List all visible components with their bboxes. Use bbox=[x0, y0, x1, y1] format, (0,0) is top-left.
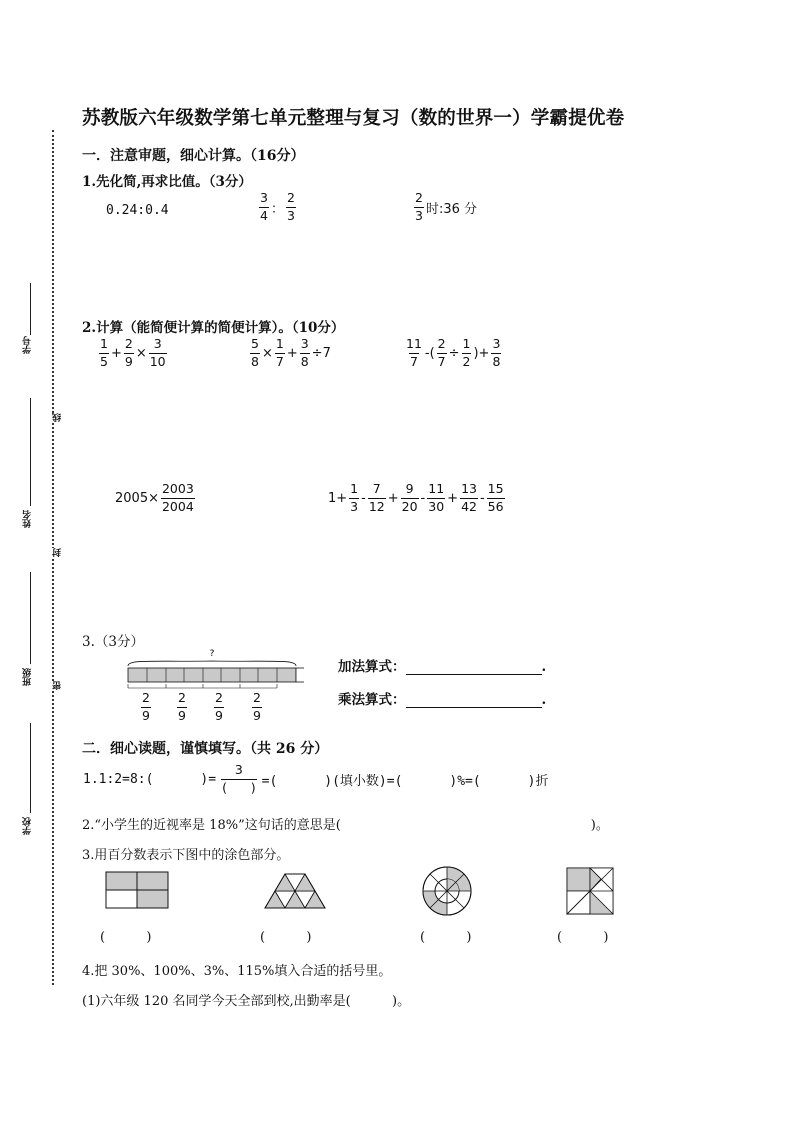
q3-frac-1: $\frac{2}{9}$ bbox=[142, 690, 150, 723]
s2-q1: 1.1:2=8:( )= $\frac{3}{( )}$ =( )(填小数)=( )%=( )折 bbox=[83, 762, 549, 795]
q3-question-mark: ? bbox=[209, 649, 215, 659]
shape-tangram bbox=[565, 866, 617, 916]
student-number-blank bbox=[30, 283, 31, 335]
q3-mul-blank[interactable] bbox=[406, 693, 542, 708]
school-label: 学校 bbox=[23, 817, 33, 835]
s2-q2: 2.“小学生的近视率是 18%”这句话的意思是( )。 bbox=[82, 818, 609, 833]
name-blank bbox=[30, 398, 31, 506]
student-number-label: 学号 bbox=[23, 336, 33, 354]
q1b-ratio: $\frac{3}{4}$ ： $\frac{2}{3}$ bbox=[260, 190, 295, 223]
binding-dotted-line bbox=[52, 130, 54, 985]
q3-frac-2: $\frac{2}{9}$ bbox=[178, 690, 186, 723]
binding-mark-secret: 密 bbox=[53, 681, 63, 690]
school-blank bbox=[30, 723, 31, 813]
q3-add-label: 加法算式： bbox=[338, 659, 406, 675]
page-title: 苏教版六年级数学第七单元整理与复习（数的世界一）学霸提优卷 bbox=[82, 108, 625, 129]
q1-label: 1.先化简,再求比值。（3分） bbox=[82, 174, 252, 190]
q2-expr4: 2005× $\frac{2003}{2004}$ bbox=[115, 481, 194, 514]
q2-label: 2.计算（能简便计算的简便计算）。（10分） bbox=[82, 320, 345, 336]
s2-q3-label: 3.用百分数表示下图中的涂色部分。 bbox=[82, 848, 290, 863]
q3-frac-3: $\frac{2}{9}$ bbox=[215, 690, 223, 723]
q1a-ratio: 0.24:0.4 bbox=[106, 203, 169, 218]
q3-add-row: 加法算式： . bbox=[338, 659, 547, 675]
q2-expr3: $\frac{11}{7}$ -( $\frac{2}{7}$ ÷ $\frac{1}{2}$ )+ $\frac{3}{8}$ bbox=[406, 336, 501, 369]
q2-expr2: $\frac{5}{8}$ × $\frac{1}{7}$ + $\frac{3}{8}$ ÷7 bbox=[251, 336, 331, 369]
name-label: 姓名 bbox=[23, 510, 33, 528]
s2-q4-sub1: (1)六年级 120 名同学今天全部到校,出勤率是( )。 bbox=[82, 994, 411, 1009]
shape-rectangle bbox=[104, 870, 172, 912]
q3-add-blank[interactable] bbox=[406, 660, 542, 675]
shape-circle bbox=[420, 864, 474, 918]
q1c-ratio: $\frac{2}{3}$ 时:36 分 bbox=[415, 190, 478, 223]
q3-mul-row: 乘法算式： . bbox=[338, 692, 547, 708]
section2-heading: 二．细心读题，谨慎填写。（共 26 分） bbox=[82, 741, 329, 757]
q2-expr5: 1+ $\frac{1}{3}$ - $\frac{7}{12}$ + $\frac{9}{20}$ - $\frac{11}{30}$ + $\frac{13}{42}$ - $\frac{15}{56}$ bbox=[328, 481, 504, 514]
q3-label: 3.（3分） bbox=[82, 634, 144, 650]
binding-mark-seal: 封 bbox=[53, 548, 63, 557]
class-label: 班级 bbox=[23, 668, 33, 686]
section1-heading: 一．注意审题，细心计算。（16分） bbox=[82, 148, 305, 164]
binding-mark-line: 线 bbox=[53, 413, 63, 422]
class-blank bbox=[30, 572, 31, 664]
q3-brace bbox=[128, 661, 296, 666]
q3-frac-4: $\frac{2}{9}$ bbox=[253, 690, 261, 723]
s2-q3-answer-1[interactable]: ( ) bbox=[100, 930, 152, 945]
s2-q3-answer-3[interactable]: ( ) bbox=[420, 930, 472, 945]
s2-q3-answer-4[interactable]: ( ) bbox=[557, 930, 609, 945]
q3-mul-label: 乘法算式： bbox=[338, 692, 406, 708]
q3-bar bbox=[128, 668, 304, 682]
s2-q3-answer-2[interactable]: ( ) bbox=[260, 930, 312, 945]
s2-q4-label: 4.把 30%、100%、3%、115%填入合适的括号里。 bbox=[82, 964, 392, 979]
shape-trapezoid bbox=[262, 870, 332, 912]
q2-expr1: $\frac{1}{5}$ + $\frac{2}{9}$ × $\frac{3}{10}$ bbox=[100, 336, 166, 369]
